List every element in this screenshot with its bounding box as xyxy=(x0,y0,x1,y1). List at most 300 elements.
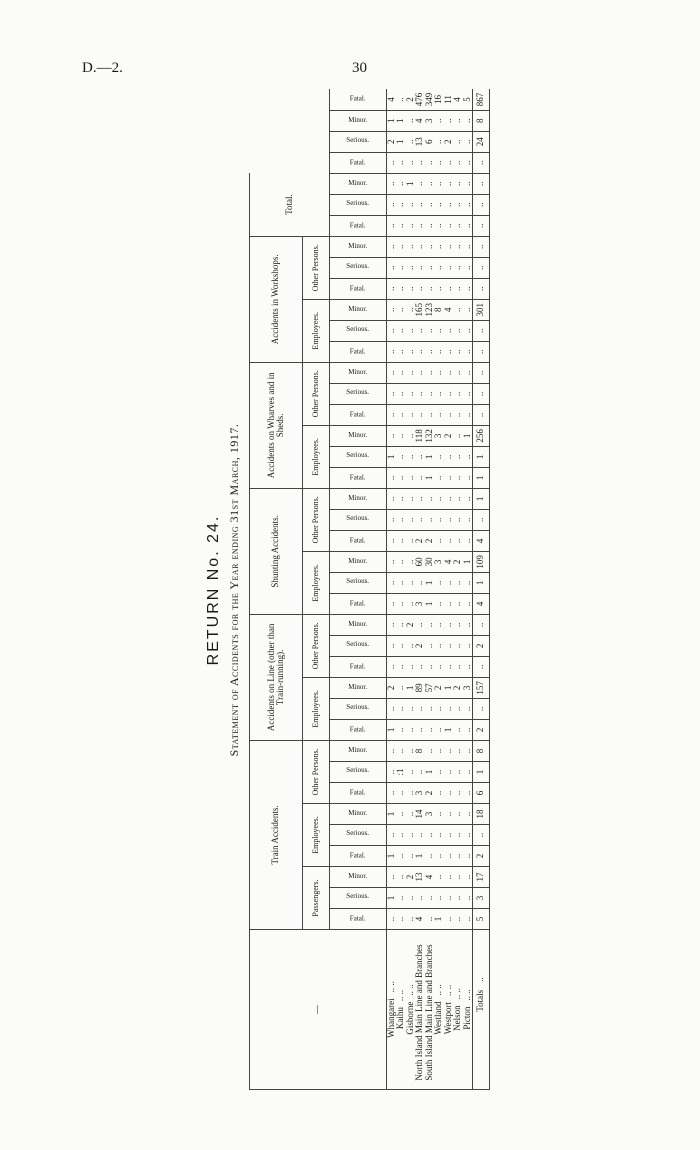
table-cell: .. xyxy=(425,909,434,930)
row-label xyxy=(463,930,473,1090)
table-cell: .. xyxy=(444,762,453,783)
table-cell: 2 xyxy=(453,551,462,572)
table-cell: .. xyxy=(463,215,473,236)
table-cell: .. xyxy=(396,740,405,761)
table-cell: .. xyxy=(415,362,424,383)
table-cell: .. xyxy=(406,783,415,804)
column-header-label: Serious. xyxy=(346,198,370,207)
table-row xyxy=(453,89,462,1089)
table-cell: .. xyxy=(453,488,462,509)
table-cell: .. xyxy=(406,425,415,446)
table-cell: .. xyxy=(463,509,473,530)
totals-cell: .. xyxy=(472,656,489,677)
table-cell: 57 xyxy=(425,677,434,698)
table-cell: 4 xyxy=(415,110,424,131)
table-cell: .. xyxy=(434,215,443,236)
column-header-label: Serious. xyxy=(346,135,370,144)
table-cell: .. xyxy=(387,867,397,888)
row-leader-dots: .. .. xyxy=(433,984,444,996)
table-cell: 1 xyxy=(444,719,453,740)
table-cell: .. xyxy=(396,909,405,930)
subgroup-line-employees: Employees. xyxy=(303,677,330,740)
column-header-minor xyxy=(330,236,387,257)
column-header-label: Serious. xyxy=(346,450,370,459)
column-header-label: Serious. xyxy=(346,702,370,711)
table-cell: .. xyxy=(434,152,443,173)
row-label-text: Whangarei xyxy=(386,998,396,1038)
row-label-text: North Island Main Line and Branches xyxy=(414,944,425,1081)
table-row xyxy=(463,89,473,1089)
table-cell: .. xyxy=(387,467,397,488)
table-cell: 123 xyxy=(425,299,434,320)
corner-cell xyxy=(250,930,387,1090)
table-cell: .. xyxy=(444,110,453,131)
table-cell: .. xyxy=(406,194,415,215)
table-cell: 2 xyxy=(415,530,424,551)
table-cell: 132 xyxy=(425,425,434,446)
totals-cell: 301 xyxy=(472,299,489,320)
table-cell: .. xyxy=(387,572,397,593)
row-label-text: Kaihu xyxy=(395,1007,406,1030)
table-cell: .. xyxy=(453,425,462,446)
table-cell: .. xyxy=(396,425,405,446)
table-cell: 1 xyxy=(434,909,443,930)
table-cell: .. xyxy=(453,383,462,404)
table-cell: 1 xyxy=(425,762,434,783)
table-cell: .. xyxy=(444,593,453,614)
table-cell: .. xyxy=(434,509,443,530)
totals-cell: 2 xyxy=(472,846,489,867)
table-cell: 4 xyxy=(444,551,453,572)
table-cell: .. xyxy=(406,762,415,783)
table-cell: .. xyxy=(453,593,462,614)
table-cell: 13 xyxy=(415,131,424,152)
table-cell: .. xyxy=(425,404,434,425)
subgroup-shunting-employees: Employees. xyxy=(303,551,330,614)
column-header-label: Minor. xyxy=(348,557,368,566)
table-cell: .. xyxy=(453,846,462,867)
table-cell: .. xyxy=(453,867,462,888)
totals-cell: 109 xyxy=(472,551,489,572)
table-cell: :1 xyxy=(396,762,405,783)
totals-cell: 4 xyxy=(472,530,489,551)
table-cell: .. xyxy=(396,530,405,551)
table-cell: .. xyxy=(463,404,473,425)
column-header-fatal xyxy=(330,593,387,614)
table-cell: .. xyxy=(425,488,434,509)
table-cell: .. xyxy=(396,467,405,488)
column-header-minor xyxy=(330,299,387,320)
table-cell: .. xyxy=(444,509,453,530)
table-cell: .. xyxy=(415,614,424,635)
table-cell: .. xyxy=(463,614,473,635)
table-cell: .. xyxy=(396,846,405,867)
table-cell: .. xyxy=(387,425,397,446)
subgroup-line-other-persons: Other Persons. xyxy=(303,614,330,677)
return-title: RETURN No. 24. xyxy=(205,514,222,666)
table-cell: .. xyxy=(415,383,424,404)
table-cell: .. xyxy=(396,804,405,825)
table-cell: .. xyxy=(387,383,397,404)
table-row xyxy=(406,89,415,1089)
column-header-label: Fatal. xyxy=(350,473,366,482)
table-cell: .. xyxy=(425,825,434,846)
totals-cell: .. xyxy=(472,152,489,173)
table-cell: 1 xyxy=(387,110,397,131)
accidents-table xyxy=(249,89,490,1090)
row-leader-dots: .. .. xyxy=(404,984,415,996)
table-cell: .. xyxy=(434,488,443,509)
table-cell: .. xyxy=(396,677,405,698)
table-cell: .. xyxy=(453,236,462,257)
table-cell: .. xyxy=(463,194,473,215)
row-leader-dots: .. .. xyxy=(461,989,472,1001)
table-cell: .. xyxy=(415,341,424,362)
column-header-serious xyxy=(330,509,387,530)
table-cell: .. xyxy=(415,446,424,467)
table-cell: 1 xyxy=(444,677,453,698)
column-header-label: Minor. xyxy=(348,746,368,755)
table-cell: .. xyxy=(463,488,473,509)
totals-cell: .. xyxy=(472,215,489,236)
table-cell: .. xyxy=(434,236,443,257)
column-header-fatal xyxy=(330,215,387,236)
table-cell: .. xyxy=(415,194,424,215)
table-cell: .. xyxy=(444,783,453,804)
table-cell: .. xyxy=(406,888,415,909)
table-cell: 2 xyxy=(444,131,453,152)
table-cell: .. xyxy=(434,593,443,614)
row-label-text: Nelson xyxy=(452,1005,463,1031)
table-cell: .. xyxy=(453,194,462,215)
column-header-label: Fatal. xyxy=(350,599,366,608)
table-cell: .. xyxy=(425,341,434,362)
totals-cell: 6 xyxy=(472,783,489,804)
table-cell: .. xyxy=(434,740,443,761)
table-cell: .. xyxy=(387,194,397,215)
totals-row xyxy=(472,89,489,1089)
table-cell: 1 xyxy=(425,572,434,593)
row-leader-dots: .. .. xyxy=(452,988,463,1000)
table-cell: .. xyxy=(463,888,473,909)
table-cell: .. xyxy=(406,362,415,383)
table-cell: .. xyxy=(444,467,453,488)
table-cell: .. xyxy=(387,509,397,530)
table-cell: .. xyxy=(406,341,415,362)
table-cell: .. xyxy=(444,446,453,467)
table-cell: 1 xyxy=(406,173,415,194)
table-cell: 1 xyxy=(387,719,397,740)
table-cell: .. xyxy=(434,719,443,740)
table-cell: .. xyxy=(444,341,453,362)
column-header-label: Serious. xyxy=(346,639,370,648)
totals-cell: 1 xyxy=(472,467,489,488)
table-cell: .. xyxy=(396,656,405,677)
table-cell: 2 xyxy=(425,783,434,804)
table-cell: .. xyxy=(463,446,473,467)
table-cell: .. xyxy=(406,719,415,740)
column-header-serious xyxy=(330,635,387,656)
table-cell: .. xyxy=(453,656,462,677)
table-cell: .. xyxy=(444,740,453,761)
group-line-accidents: Accidents on Line (other than Train-running). xyxy=(250,614,303,740)
table-cell: 3 xyxy=(415,593,424,614)
table-cell: .. xyxy=(444,173,453,194)
totals-cell: 1 xyxy=(472,446,489,467)
table-cell: .. xyxy=(434,698,443,719)
table-cell: .. xyxy=(415,509,424,530)
table-cell: .. xyxy=(415,173,424,194)
row-label-text: Westport xyxy=(442,1001,453,1035)
table-cell: .. xyxy=(453,404,462,425)
column-header-label: Fatal. xyxy=(350,410,366,419)
group-total: Total. xyxy=(250,173,330,236)
table-cell: .. xyxy=(434,341,443,362)
table-cell: .. xyxy=(387,236,397,257)
column-header-label: Minor. xyxy=(348,494,368,503)
table-cell: .. xyxy=(387,783,397,804)
column-header-label: Fatal. xyxy=(350,284,366,293)
table-cell: .. xyxy=(444,236,453,257)
table-cell: .. xyxy=(434,846,443,867)
column-header-minor xyxy=(330,677,387,698)
table-cell: .. xyxy=(406,467,415,488)
table-cell: 1 xyxy=(425,593,434,614)
table-cell: .. xyxy=(444,825,453,846)
table-cell: .. xyxy=(396,89,405,110)
table-cell: .. xyxy=(425,236,434,257)
table-cell: .. xyxy=(406,509,415,530)
table-cell: .. xyxy=(463,635,473,656)
totals-cell: 2 xyxy=(472,635,489,656)
column-header-label: Minor. xyxy=(348,620,368,629)
table-cell: .. xyxy=(463,867,473,888)
table-cell: .. xyxy=(425,215,434,236)
table-cell: .. xyxy=(434,614,443,635)
table-cell: .. xyxy=(415,320,424,341)
table-cell: .. xyxy=(453,320,462,341)
table-cell: .. xyxy=(406,215,415,236)
table-cell: .. xyxy=(463,825,473,846)
totals-cell: 3 xyxy=(472,888,489,909)
totals-cell: 256 xyxy=(472,425,489,446)
subgroup-workshop-employees: Employees. xyxy=(303,299,330,362)
table-cell: .. xyxy=(434,635,443,656)
table-cell: 2 xyxy=(434,677,443,698)
column-header-label: Fatal. xyxy=(350,851,366,860)
column-header-label: Fatal. xyxy=(350,788,366,797)
column-header-label: Fatal. xyxy=(350,725,366,734)
table-cell: .. xyxy=(444,215,453,236)
column-header-minor xyxy=(330,551,387,572)
table-cell: .. xyxy=(444,152,453,173)
table-cell: .. xyxy=(425,740,434,761)
table-cell: .. xyxy=(434,173,443,194)
totals-cell: 17 xyxy=(472,867,489,888)
table-cell: .. xyxy=(434,404,443,425)
table-cell: .. xyxy=(425,719,434,740)
table-cell: .. xyxy=(434,467,443,488)
table-cell: .. xyxy=(406,110,415,131)
column-header-fatal xyxy=(330,909,387,930)
table-cell: 2 xyxy=(406,89,415,110)
totals-cell: .. xyxy=(472,194,489,215)
table-cell: .. xyxy=(406,740,415,761)
table-cell: .. xyxy=(444,257,453,278)
table-cell: .. xyxy=(463,467,473,488)
table-cell: .. xyxy=(387,299,397,320)
table-row xyxy=(387,89,397,1089)
column-header-minor xyxy=(330,804,387,825)
table-cell: 5 xyxy=(463,89,473,110)
row-label-text: Gisborne xyxy=(404,1001,415,1035)
totals-cell: 8 xyxy=(472,110,489,131)
table-cell: .. xyxy=(425,888,434,909)
table-cell: 1 xyxy=(387,846,397,867)
table-cell: .. xyxy=(444,383,453,404)
table-cell: .. xyxy=(396,698,405,719)
table-row xyxy=(434,89,443,1089)
table-cell: .. xyxy=(444,614,453,635)
table-cell: .. xyxy=(434,656,443,677)
table-cell: .. xyxy=(444,698,453,719)
table-cell: .. xyxy=(406,278,415,299)
table-cell: .. xyxy=(425,635,434,656)
table-cell: .. xyxy=(396,783,405,804)
totals-cell: 867 xyxy=(472,89,489,110)
table-cell: .. xyxy=(415,698,424,719)
column-header-label: Fatal. xyxy=(350,536,366,545)
table-cell: .. xyxy=(396,867,405,888)
totals-cell: .. xyxy=(472,614,489,635)
table-cell: .. xyxy=(425,614,434,635)
table-cell: .. xyxy=(387,257,397,278)
page-number: 30 xyxy=(352,60,367,76)
row-label-text: Westland xyxy=(433,1001,444,1035)
table-cell: 349 xyxy=(425,89,434,110)
column-header-serious xyxy=(330,572,387,593)
table-cell: 4 xyxy=(425,867,434,888)
table-cell: .. xyxy=(444,867,453,888)
table-cell: 8 xyxy=(415,740,424,761)
table-cell: 1 xyxy=(396,131,405,152)
subgroup-wharves-other-persons: Other Persons. xyxy=(303,362,330,425)
column-header-serious xyxy=(330,194,387,215)
column-header-minor xyxy=(330,614,387,635)
table-cell: .. xyxy=(387,551,397,572)
table-cell: .. xyxy=(453,362,462,383)
column-header-label: Minor. xyxy=(348,242,368,251)
table-cell: .. xyxy=(434,804,443,825)
table-cell: .. xyxy=(406,656,415,677)
group-wharves-accidents: Accidents on Wharves and in Sheds. xyxy=(250,362,303,488)
table-cell: .. xyxy=(396,635,405,656)
row-label-text: Picton xyxy=(461,1006,472,1030)
table-cell: .. xyxy=(434,572,443,593)
subgroup-wharves-employees: Employees. xyxy=(303,425,330,488)
table-cell: 1 xyxy=(415,846,424,867)
group-train-accidents: Train Accidents. xyxy=(250,740,303,929)
totals-cell: 1 xyxy=(472,762,489,783)
table-cell: 1 xyxy=(387,446,397,467)
table-cell: .. xyxy=(387,320,397,341)
table-cell: .. xyxy=(406,698,415,719)
table-cell: 2 xyxy=(425,530,434,551)
totals-cell: .. xyxy=(472,383,489,404)
table-cell: .. xyxy=(387,909,397,930)
table-cell: .. xyxy=(425,173,434,194)
table-cell: 1 xyxy=(387,888,397,909)
totals-cell: .. xyxy=(472,257,489,278)
table-cell: .. xyxy=(406,152,415,173)
column-header-label: Fatal. xyxy=(350,662,366,671)
column-header-fatal xyxy=(330,278,387,299)
table-cell: .. xyxy=(453,152,462,173)
table-cell: .. xyxy=(453,762,462,783)
table-cell: .. xyxy=(396,888,405,909)
table-cell: .. xyxy=(387,215,397,236)
table-cell: .. xyxy=(387,530,397,551)
table-cell: .. xyxy=(463,846,473,867)
totals-cell: .. xyxy=(472,341,489,362)
table-cell: .. xyxy=(415,719,424,740)
table-row xyxy=(425,89,434,1089)
table-cell: .. xyxy=(396,446,405,467)
column-header-label: Fatal. xyxy=(350,158,366,167)
table-cell: .. xyxy=(387,635,397,656)
table-cell: .. xyxy=(453,173,462,194)
column-header-serious xyxy=(330,446,387,467)
column-header-fatal xyxy=(330,656,387,677)
column-header-fatal xyxy=(330,152,387,173)
table-cell: 1 xyxy=(425,467,434,488)
group-workshop-accidents: Accidents in Workshops. xyxy=(250,236,303,362)
table-cell: .. xyxy=(415,825,424,846)
table-cell: 8 xyxy=(434,299,443,320)
corner-mark: — xyxy=(312,1005,323,1014)
table-cell: .. xyxy=(463,278,473,299)
totals-cell: 24 xyxy=(472,131,489,152)
row-label-text: South Island Main Line and Branches xyxy=(423,944,434,1081)
table-cell: .. xyxy=(396,551,405,572)
table-cell: .. xyxy=(396,572,405,593)
table-cell: .. xyxy=(444,804,453,825)
totals-label: Totals xyxy=(475,989,486,1012)
table-cell: .. xyxy=(406,909,415,930)
column-header-serious xyxy=(330,257,387,278)
table-cell: .. xyxy=(434,888,443,909)
column-header-label: Minor. xyxy=(348,872,368,881)
table-cell: 1 xyxy=(463,425,473,446)
subgroup-train-employees: Employees. xyxy=(303,804,330,867)
table-cell: 2 xyxy=(415,635,424,656)
table-cell: .. xyxy=(463,341,473,362)
table-cell: .. xyxy=(463,299,473,320)
table-cell: .. xyxy=(415,404,424,425)
table-cell: .. xyxy=(415,488,424,509)
table-cell: .. xyxy=(406,551,415,572)
column-header-label: Minor. xyxy=(348,305,368,314)
table-cell: .. xyxy=(396,320,405,341)
table-cell: .. xyxy=(434,194,443,215)
table-cell: .. xyxy=(425,278,434,299)
column-header-minor xyxy=(330,740,387,761)
table-cell: .. xyxy=(387,762,397,783)
table-cell: .. xyxy=(453,614,462,635)
totals-cell: .. xyxy=(472,320,489,341)
table-cell: .. xyxy=(453,257,462,278)
row-leader-dots: .. .. xyxy=(386,981,396,993)
